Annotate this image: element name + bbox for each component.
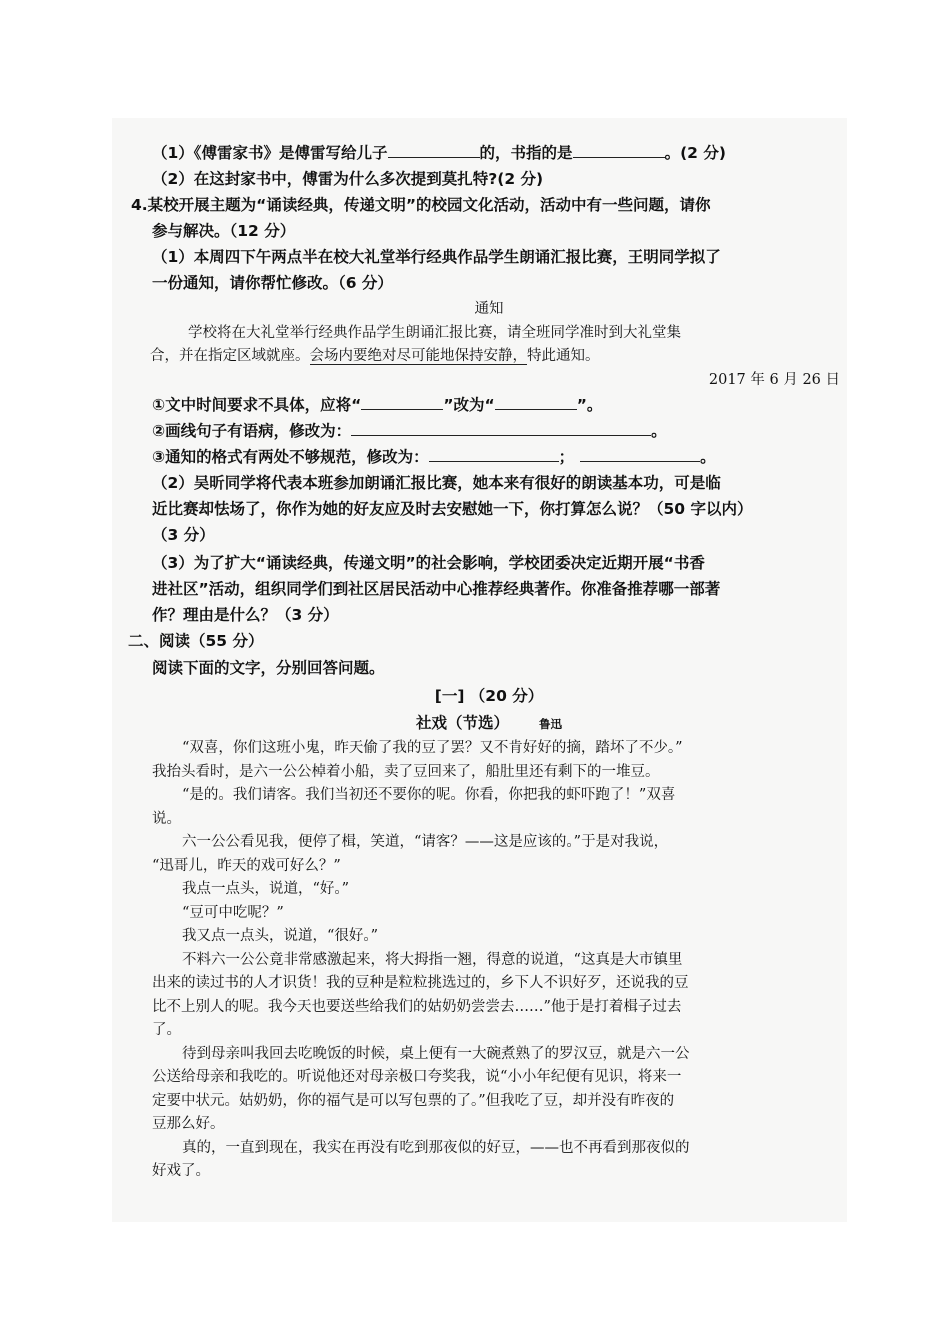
q4-item3-blank-1[interactable] [429, 445, 559, 462]
notice-title: 通知 [474, 301, 504, 317]
story-paragraph [134, 949, 844, 1043]
q3-sub1-text-a: （1）《傅雷家书》是傅雷写给儿子 [152, 144, 388, 162]
story-paragraph [134, 737, 844, 784]
story-paragraph [134, 784, 844, 831]
story-paragraph [134, 902, 844, 926]
story-line: “是的。我们请客。我们当初还不要你的呢。你看，你把我的虾吓跑了！”双喜 [182, 787, 676, 803]
story-line: 真的，一直到现在，我实在再没有吃到那夜似的好豆，——也不再看到那夜似的 [182, 1139, 690, 1156]
q4-item2-blank[interactable] [351, 419, 651, 436]
story-line: 定要中状元。姑奶奶，你的福气是可以写包票的了。”但我吃了豆，却并没有昨夜的 [152, 1092, 675, 1109]
q4-item3-text-a: ③通知的格式有两处不够规范，修改为： [152, 448, 429, 466]
q4-item2-text-a: ②画线句子有语病，修改为： [152, 422, 352, 440]
q4-sub2-line2: 近比赛却怯场了，你作为她的好友应及时去安慰她一下，你打算怎么说？（50 字以内） [152, 500, 753, 518]
story-paragraph [134, 925, 844, 949]
story-line: 说。 [152, 810, 181, 827]
notice-date: 2017 年 6 月 26 日 [708, 371, 840, 388]
q4-item2-text-b: 。 [651, 422, 667, 440]
story-line: 出来的读过书的人才识货！我的豆种是粒粒挑选过的，乡下人不识好歹，还说我的豆 [152, 975, 689, 991]
q4-item1-text-b: ”改为“ [443, 396, 495, 414]
q3-sub1-text-b: 的，书指的是 [479, 144, 573, 162]
notice-body-line1: 学校将在大礼堂举行经典作品学生朗诵汇报比赛，请全班同学准时到大礼堂集 [188, 324, 681, 341]
q4-item1-blank-2[interactable] [495, 393, 577, 410]
story-line: 比不上别人的呢。我今天也要送些给我们的姑奶奶尝尝去……”他于是打着楫子过去 [152, 998, 682, 1015]
story-line: “豆可中吃呢？” [182, 904, 284, 921]
story-line: “迅哥儿，昨天的戏可好么？” [152, 857, 341, 874]
story-author: 鲁迅 [539, 717, 562, 731]
story-line: “双喜，你们这班小鬼，昨天偷了我的豆了罢？又不肯好好的摘，踏坏了不少。” [182, 740, 683, 756]
q4-sub3-line3: 作？理由是什么？（3 分） [152, 606, 339, 624]
story-line: 我又点一点头，说道，“很好。” [182, 928, 379, 944]
q4-item1-text-a: ①文中时间要求不具体，应将“ [152, 396, 362, 414]
part-label: [一] （20 分） [434, 687, 544, 705]
q4-item3-blank-2[interactable] [580, 445, 700, 462]
q4-item1-text-c: ”。 [576, 396, 603, 414]
q4-item3-text-c: 。 [700, 448, 716, 466]
q4-item2 [134, 418, 844, 444]
q3-sub1-blank-1[interactable] [388, 141, 480, 158]
q4-sub2-line1: （2）吴昕同学将代表本班参加朗诵汇报比赛，她本来有很好的朗读基本功，可是临 [152, 474, 721, 492]
story-paragraph [134, 831, 844, 878]
q4-item1-blank-1[interactable] [361, 393, 443, 410]
exam-page-content [128, 138, 844, 1184]
q4-sub3-line2: 进社区”活动，组织同学们到社区居民活动中心推荐经典著作。你准备推荐哪一部著 [152, 580, 721, 598]
story-line: 六一公公看见我，便停了楫，笑道，“请客？——这是应该的。”于是对我说， [182, 834, 669, 850]
story-line: 了。 [152, 1022, 181, 1038]
q4-intro-line2: 参与解决。（12 分） [152, 222, 296, 240]
q4-intro-line1: 4.某校开展主题为“诵读经典，传递文明”的校园文化活动，活动中有一些问题，请你 [131, 196, 711, 214]
q4-sub2-line3: （3 分） [152, 526, 215, 544]
story-title: 社戏（节选） [415, 714, 509, 732]
q4-item1 [134, 392, 844, 418]
story-line: 公送给母亲和我吃的。听说他还对母亲极口夸奖我，说“小小年纪便有见识，将来一 [152, 1069, 682, 1085]
q4-sub1-line1: （1）本周四下午两点半在校大礼堂举行经典作品学生朗诵汇报比赛，王明同学拟了 [152, 248, 721, 266]
story-paragraph [134, 1043, 844, 1137]
story-body [134, 737, 844, 1184]
story-line: 豆那么好。 [152, 1116, 225, 1132]
story-line: 不料六一公公竟非常感激起来，将大拇指一翘，得意的说道，“这真是大市镇里 [182, 951, 683, 968]
story-line: 好戏了。 [152, 1163, 210, 1179]
notice-underlined-sentence: 会场内要绝对尽可能地保持安静， [309, 348, 527, 364]
q3-sub2: （2）在这封家书中，傅雷为什么多次提到莫扎特?(2 分) [152, 170, 544, 188]
story-paragraph [134, 1137, 844, 1184]
section2-heading: 二、阅读（55 分） [128, 632, 264, 650]
q3-sub1-blank-2[interactable] [573, 141, 665, 158]
notice-body-line2 [134, 345, 844, 369]
q4-sub3-line1: （3）为了扩大“诵读经典，传递文明”的社会影响，学校团委决定近期开展“书香 [152, 554, 705, 572]
story-title-row [134, 710, 844, 737]
story-line: 待到母亲叫我回去吃晚饭的时候，桌上便有一大碗煮熟了的罗汉豆，就是六一公 [182, 1045, 690, 1062]
q4-item3 [134, 444, 844, 470]
story-paragraph [134, 878, 844, 902]
story-line: 我抬头看时，是六一公公棹着小船，卖了豆回来了，船肚里还有剩下的一堆豆。 [152, 763, 660, 780]
notice-body-text-b: 特此通知。 [527, 348, 600, 364]
q4-sub1-line2: 一份通知，请你帮忙修改。（6 分） [152, 274, 393, 292]
notice-body-text-a: 合，并在指定区域就座。 [150, 348, 310, 364]
q3-sub1-text-c: 。(2 分) [664, 144, 726, 162]
story-line: 我点一点头，说道，“好。” [182, 881, 350, 897]
q4-item3-text-b: ； [558, 448, 575, 466]
q3-sub1 [134, 140, 844, 166]
section2-instruction: 阅读下面的文字，分别回答问题。 [152, 659, 385, 677]
